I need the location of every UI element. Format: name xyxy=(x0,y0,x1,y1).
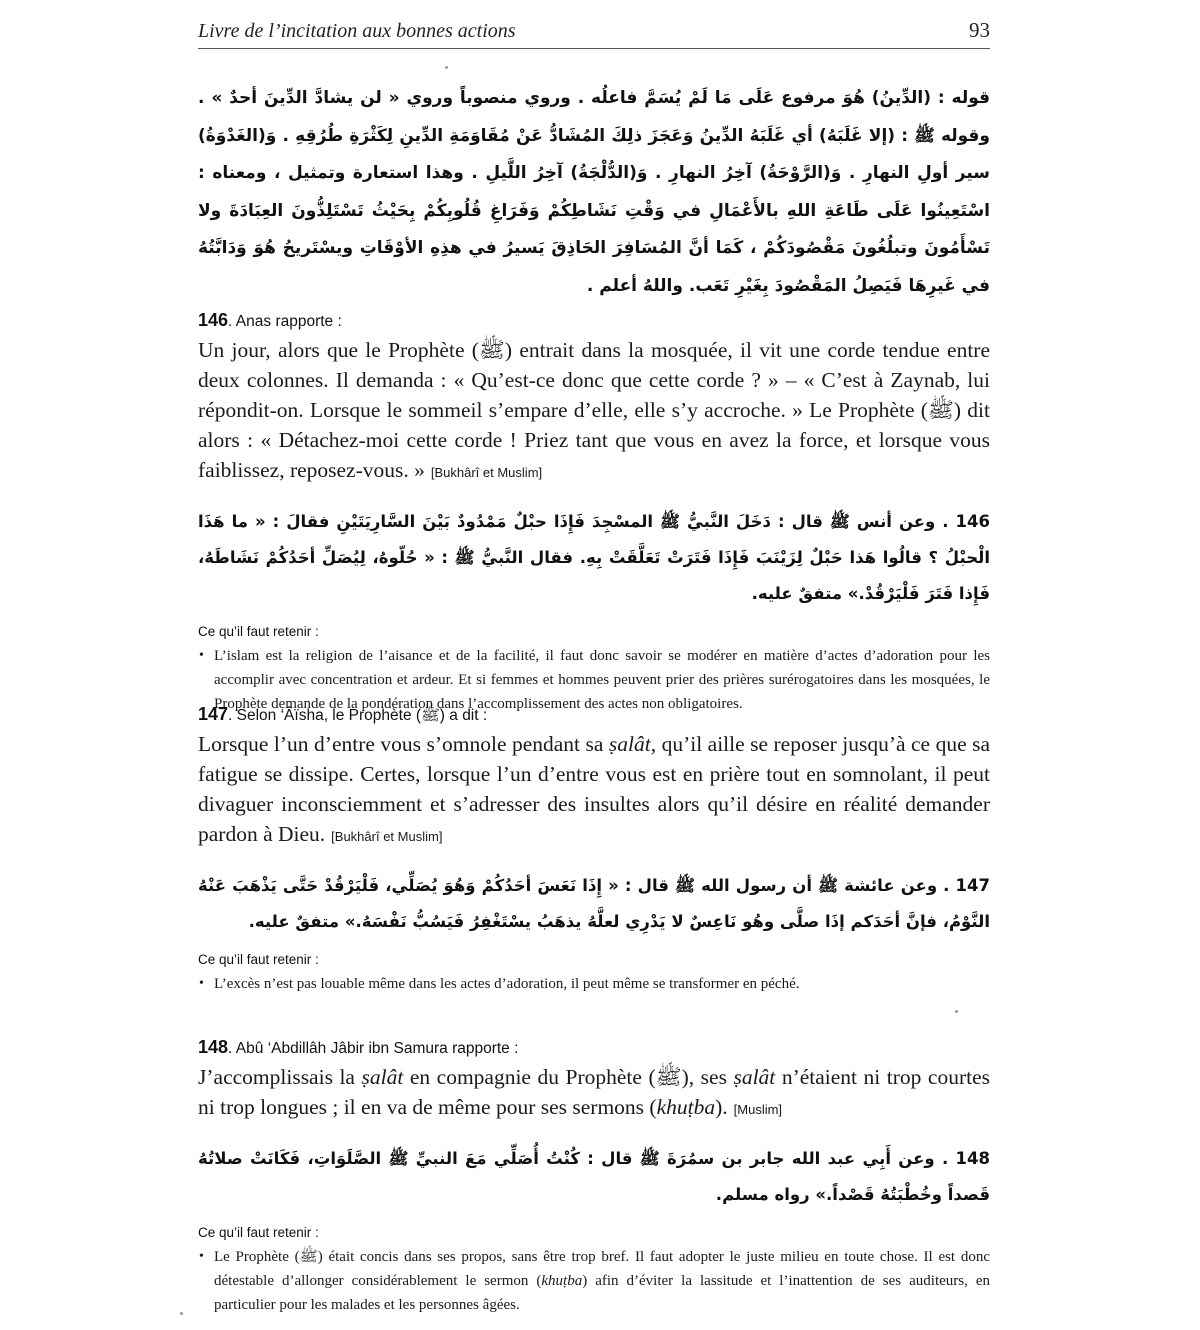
retain-item xyxy=(198,972,990,996)
hadith-narrator: . Abû ‘Abdillâh Jâbir ibn Samura rapporte : xyxy=(228,1040,519,1057)
hadith-arabic-text: 148 . وعن أَبِي عبد الله جابر بن سمُرَةَ ﷺ قال : كُنْتُ أُصَلِّي مَعَ النبيِّ ﷺ الصَّلَوَاتِ، فَكَانَتْ صلاتُهُ قَصداً وخُطْبَتُهُ قَصْداً.» رواه مسلم. xyxy=(198,1149,990,1204)
hadith-number: 147 xyxy=(198,704,229,724)
bullet-icon: • xyxy=(199,648,204,663)
running-title: Livre de l’incitation aux bonnes actions xyxy=(198,20,516,42)
italic-term: ṣalât xyxy=(361,1065,404,1089)
italic-term: khuṭba xyxy=(541,1273,583,1289)
scan-speck xyxy=(180,1312,183,1315)
hadith-147 xyxy=(198,703,990,996)
bullet-icon: • xyxy=(199,1249,204,1264)
text-segment: ). xyxy=(715,1095,728,1119)
retain-label: Ce qu’il faut retenir : xyxy=(198,624,319,639)
text-segment: n’étaient ni trop courtes ni trop longues ; il en va de même pour ses sermons ( xyxy=(198,1065,991,1119)
retain-list xyxy=(198,1245,990,1317)
hadith-source: [Bukhârî et Muslim] xyxy=(430,465,543,480)
hadith-heading xyxy=(198,1036,990,1060)
retain-label: Ce qu’il faut retenir : xyxy=(198,1225,319,1240)
hadith-narrator: . Selon ‘Âïsha, le Prophète (ﷺ) a dit : xyxy=(228,707,488,724)
retain-text: L’excès n’est pas louable même dans les actes d’adoration, il peut même se transformer en péché. xyxy=(214,976,800,992)
text-segment: ) afin d’éviter la lassitude et l’inattention de ses auditeurs, en particulier pour les malades et les personnes âgées. xyxy=(214,1273,991,1313)
retain-list xyxy=(198,972,990,996)
hadith-french-text xyxy=(198,335,990,488)
text-segment: Le Prophète (ﷺ) était concis dans ses propos, sans être trop bref. Il faut adopter le juste milieu en toute chose. Il est donc détestable d’allonger considérablement le sermon ( xyxy=(214,1249,990,1289)
hadith-arabic-text: 146 . وعن أنس ﷺ قال : دَخَلَ النَّبيُّ ﷺ المسْجِدَ فَإِذَا حبْلٌ مَمْدُودٌ بَيْنَ السَّارِيَتَيْنِ فقالَ : « ما هَذَا الْحبْلُ ؟ قالُوا هَذا حَبْلٌ لِزَيْنَبَ فَإِذَا فَتَرَتْ تَعَلَّقَتْ بِهِ. فقال النَّبيُّ ﷺ : « حُلّوهُ، لِيُصَلِّ أحَدُكُمْ نَشَاطَهُ، فَإِذا فَتَرَ فَلْيَرْقُدْ.» متفقٌ عليه. xyxy=(198,512,990,603)
hadith-number: 146 xyxy=(198,310,229,330)
italic-term: khuṭba xyxy=(656,1095,716,1119)
hadith-number: 148 xyxy=(198,1037,229,1057)
text-segment: en compagnie du Prophète (ﷺ), ses xyxy=(403,1065,734,1089)
hadith-146 xyxy=(198,309,990,716)
text-segment: , qu’il aille se reposer jusqu’à ce que sa fatigue se dissipe. Certes, lorsque l’un d’entre vous est en prière tout en somnolant, il peut divaguer inconsciemment et s’adresser des insultes alors qu’il désire en réalité demander pardon à Dieu. xyxy=(198,732,991,846)
hadith-source: [Bukhârî et Muslim] xyxy=(331,829,443,844)
text-segment: J’accomplissais la xyxy=(198,1065,362,1089)
running-header xyxy=(198,18,990,49)
text-segment: Lorsque l’un d’entre vous s’omnole pendant sa xyxy=(198,732,609,756)
hadith-heading xyxy=(198,703,990,727)
hadith-source: [Muslim] xyxy=(733,1102,783,1117)
hadith-french-body: Un jour, alors que le Prophète (ﷺ) entrait dans la mosquée, il vit une corde tendue entre deux colonnes. Il demanda : « Qu’est-ce donc que cette corde ? » – « C’est à Zaynab, lui répondit-on. Lorsque le sommeil s’empare d’elle, elle s’y accroche. » Le Prophète (ﷺ) dit alors : « Détachez-moi cette corde ! Priez tant que vous en avez la force, et lorsque vous faiblissez, reposez-vous. » xyxy=(198,338,990,482)
retain-item xyxy=(198,1245,990,1317)
bullet-icon: • xyxy=(199,976,204,991)
hadith-narrator: . Anas rapporte : xyxy=(228,313,342,330)
hadith-arabic-text: 147 . وعن عائشة ﷺ أن رسول الله ﷺ قال : « إِذَا نَعَسَ أحَدُكُمْ وَهُوَ يُصَلِّي، فَلْيَرْقُدْ حَتَّى يَذْهَبَ عَنْهُ النَّوْمُ، فإنَّ أحَدَكم إذَا صلَّى وهُو نَاعِسٌ لا يَدْرِي لعلَّهُ يذهَبُ يسْتَغْفِرُ فَيَسُبُّ نَفْسَهُ.» متفقٌ عليه. xyxy=(198,876,990,931)
hadith-french-text xyxy=(198,729,990,852)
italic-term: ṣalât xyxy=(733,1065,776,1089)
hadith-148 xyxy=(198,1036,990,1317)
italic-term: ṣalât xyxy=(608,732,651,756)
hadith-french-text xyxy=(198,1062,990,1125)
hadith-heading xyxy=(198,309,990,333)
retain-text: L’islam est la religion de l’aisance et de la facilité, il faut donc savoir se modérer en matière d’actes d’adoration pour les accomplir avec concentration et ardeur. Et si femmes et hommes peuvent prier des prières surérogatoires dans les mosquées, le Prophète demande de la pondération dans l’accomplissement des actes non obligatoires. xyxy=(214,648,990,712)
intro-arabic-commentary: قوله : (الدِّينُ) هُوَ مرفوع عَلَى مَا لَمْ يُسَمَّ فاعلُه . وروي منصوباً وروي « لن يشادَّ الدِّينَ أحدٌ » . وقوله ﷺ : (إلا غَلَبَهُ) أي غَلَبَهُ الدِّينُ وَعَجَزَ ذلِكَ المُشَادُّ عَنْ مُقَاوَمَةِ الدِّينِ لِكَثْرَةِ طُرُقِهِ . وَ(الغَدْوَةُ) سير أولِ النهارِ . وَ(الرَّوْحَةُ) آخِرُ النهارِ . وَ(الدُّلْجَةُ) آخِرُ اللَّيلِ . وهذا استعارة وتمثيل ، ومعناه : اسْتَعِينُوا عَلَى طَاعَةِ اللهِ بالأَعْمَالِ في وَقْتِ نَشَاطِكُمْ وَفَرَاغِ قُلُوبِكُمْ بِحَيْثُ تَسْتَلِذُّونَ العِبَادَةَ ولا تَسْأَمُونَ وتبلُغُونَ مَقْصُودَكُمْ ، كَمَا أنَّ المُسَافِرَ الحَاذِقَ يَسيرُ في هذِهِ الأوْقَاتِ ويسْتَريحُ هُوَ وَدَابَّتُهُ في غَيرِهَا فَيَصِلُ المَقْصُودَ بِغَيْرِ تَعَب. واللهُ أعلم . xyxy=(198,88,990,296)
page-number: 93 xyxy=(969,18,990,42)
scan-speck xyxy=(445,66,448,69)
scan-speck xyxy=(955,1010,958,1013)
retain-label: Ce qu’il faut retenir : xyxy=(198,952,319,967)
